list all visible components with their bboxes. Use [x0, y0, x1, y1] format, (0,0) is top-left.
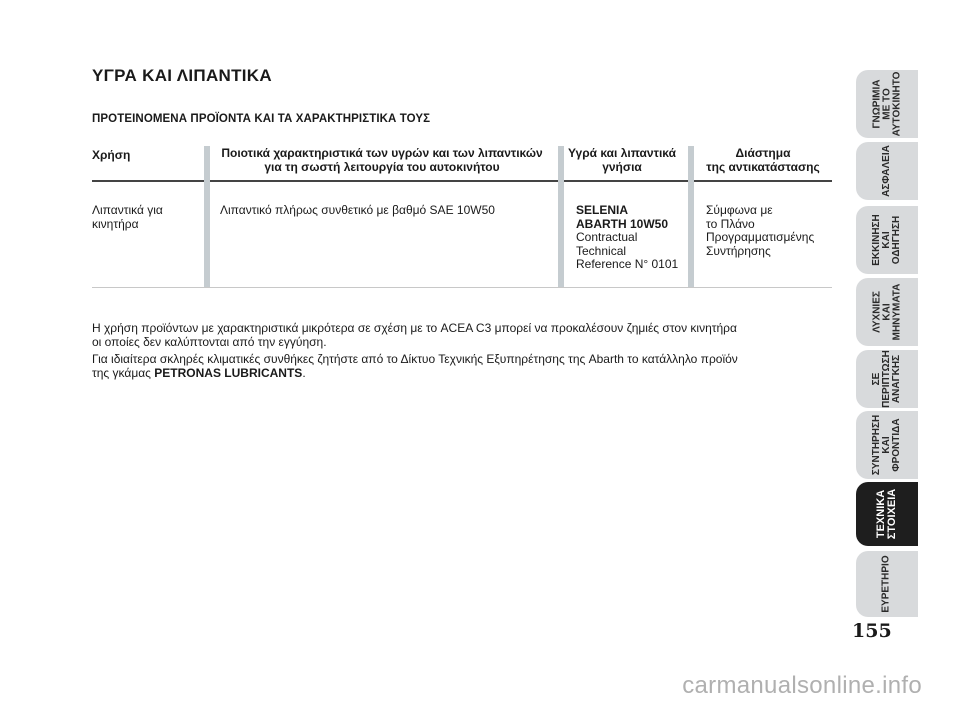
cell-genuine-line1: SELENIA — [576, 203, 629, 217]
cell-interval-line1: Σύμφωνα με — [706, 203, 773, 217]
paragraph-line — [92, 366, 832, 380]
tab-emergency[interactable] — [856, 350, 918, 408]
header-interval — [694, 146, 832, 174]
column-divider — [204, 146, 210, 287]
header-quality-line2: για τη σωστή λειτουργία του αυτοκινήτου — [264, 160, 500, 174]
paragraph-line: Για ιδιαίτερα σκληρές κλιματικές συνθήκες ζητήστε από το Δίκτυο Τεχνικής Εξυπηρέτησης της Abarth το κατάλληλο προϊόν — [92, 352, 738, 366]
paragraph-line: Η χρήση προϊόντων με χαρακτηριστικά μικρότερα σε σχέση με το ACEA C3 μπορεί να προκαλέσουν ζημιές στον κινητήρα — [92, 321, 737, 335]
paragraph-prefix: της γκάμας — [92, 366, 155, 380]
section-subtitle: ΠΡΟΤΕΙΝΟΜΕΝΑ ΠΡΟΪΟΝΤΑ ΚΑΙ ΤΑ ΧΑΡΑΚΤΗΡΙΣΤΙΚΑ ΤΟΥΣ — [92, 113, 431, 125]
tab-label: ΣΥΝΤΗΡΗΣΗ ΚΑΙ ΦΡΟΝΤΙΔΑ — [871, 414, 902, 476]
cell-genuine-line4: Technical — [576, 243, 627, 258]
paragraph-acea-warning — [92, 321, 832, 349]
cell-genuine-line3: Contractual — [576, 230, 638, 244]
brand-name: PETRONAS LUBRICANTS — [154, 366, 303, 380]
header-rule — [92, 180, 832, 182]
cell-use-line2: κινητήρα — [92, 216, 139, 231]
tab-getting-to-know[interactable] — [856, 70, 918, 138]
tab-maintenance[interactable] — [856, 411, 918, 479]
cell-genuine — [576, 204, 678, 272]
header-genuine — [557, 146, 687, 174]
tab-label: ΣΕ ΠΕΡΙΠΤΩΣΗ ΑΝΑΓΚΗΣ — [870, 350, 902, 408]
tab-label: ΓΝΩΡΙΜΙΑ ΜΕ ΤΟ ΑΥΤΟΚΙΝΗΤΟ — [871, 71, 902, 137]
cell-interval-line4: Συντήρησης — [706, 243, 771, 258]
page-title: ΥΓΡΑ ΚΑΙ ΛΙΠΑΝΤΙΚΑ — [92, 66, 272, 85]
lubricants-table — [92, 146, 832, 288]
cell-genuine-line5: Reference N° 0101 — [576, 257, 679, 271]
cell-interval — [706, 204, 814, 258]
paragraph-suffix: . — [302, 366, 306, 380]
header-genuine-line1: Υγρά και λιπαντικά — [568, 146, 676, 160]
tab-label: ΕΥΡΕΤΗΡΙΟ — [881, 555, 892, 613]
page-number: 155 — [852, 620, 892, 642]
watermark-bar — [0, 668, 960, 703]
cell-use-line1: Λιπαντικά για — [92, 203, 163, 217]
cell-genuine-line2: ABARTH 10W50 — [576, 216, 669, 231]
tab-index[interactable] — [856, 551, 918, 617]
cell-interval-line3: Προγραμματισμένης — [706, 230, 815, 244]
header-interval-line2: της αντικατάστασης — [706, 160, 820, 174]
column-divider — [558, 146, 564, 287]
paragraph-line: οι οποίες δεν καλύπτονται από την εγγύηση. — [92, 335, 327, 349]
header-interval-line1: Διάστημα — [735, 146, 791, 160]
tab-safety[interactable] — [856, 142, 918, 200]
tab-starting-driving[interactable] — [856, 206, 918, 274]
row-rule — [92, 287, 832, 288]
tab-technical-data[interactable] — [856, 482, 918, 546]
watermark-text: carmanualsonline.info — [682, 671, 922, 699]
tab-label: ΛΥΧΝΙΕΣ ΚΑΙ ΜΗΝΥΜΑΤΑ — [870, 283, 902, 341]
tab-label: ΤΕΧΝΙΚΑ ΣΤΟΙΧΕΙΑ — [874, 488, 898, 540]
paragraph-harsh-climate — [92, 352, 832, 380]
cell-interval-line2: το Πλάνο — [706, 216, 755, 231]
header-genuine-line2: γνήσια — [602, 160, 642, 174]
header-use: Χρήση — [92, 148, 131, 162]
header-quality-line1: Ποιοτικά χαρακτηριστικά των υγρών και των λιπαντικών — [221, 146, 543, 160]
header-quality — [217, 146, 547, 174]
cell-quality: Λιπαντικό πλήρως συνθετικό με βαθμό SAE 10W50 — [220, 203, 495, 217]
cell-use — [92, 204, 163, 231]
tab-label: ΕΚΚΙΝΗΣΗ ΚΑΙ ΟΔΗΓΗΣΗ — [871, 214, 902, 266]
tab-label: ΑΣΦΑΛΕΙΑ — [880, 145, 892, 197]
column-divider — [688, 146, 694, 287]
tab-lights-messages[interactable] — [856, 278, 918, 346]
